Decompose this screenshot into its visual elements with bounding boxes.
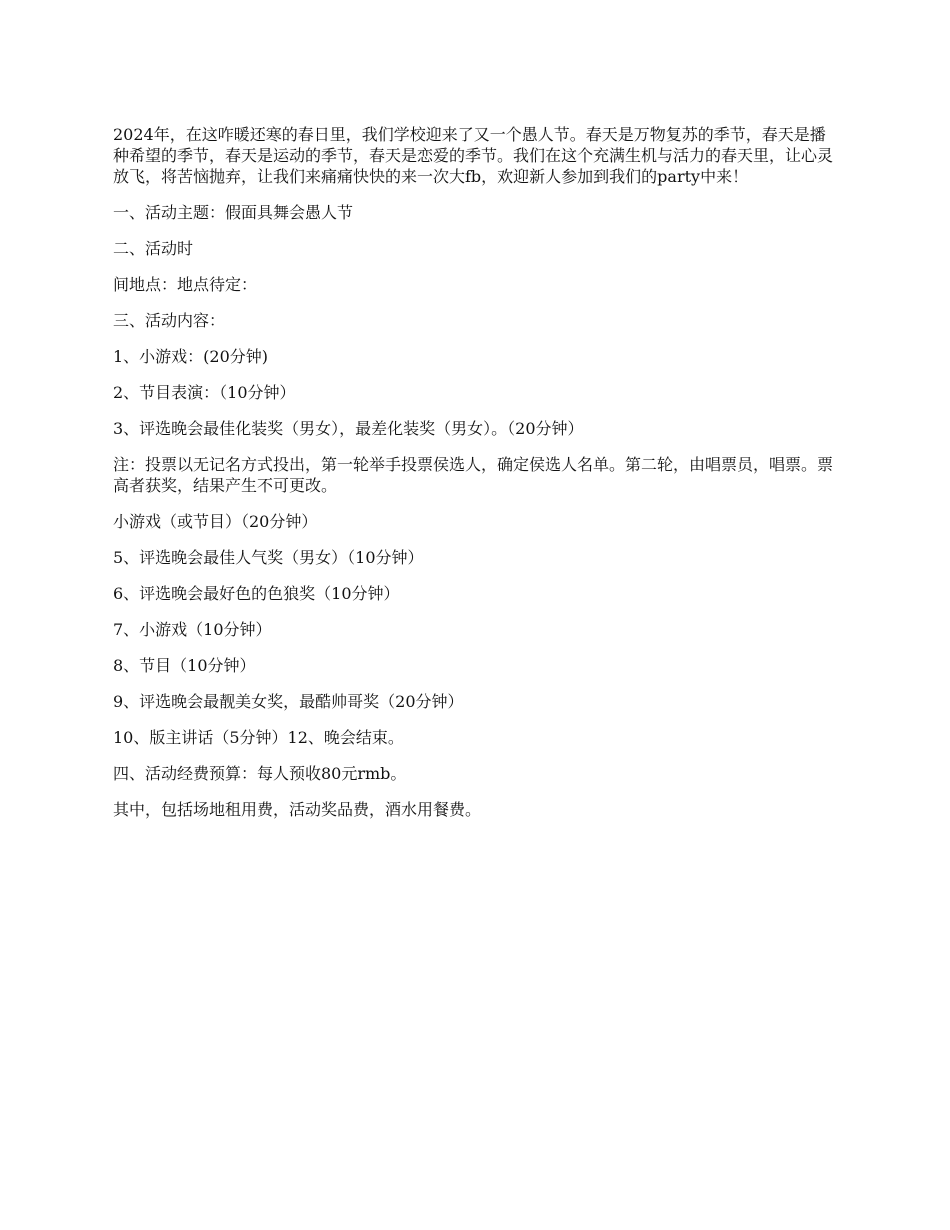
- budget-detail: 其中，包括场地租用费，活动奖品费，酒水用餐费。: [113, 800, 482, 819]
- list-item: 2、节目表演：（10分钟）: [113, 383, 296, 402]
- list-item: 5、评选晚会最佳人气奖（男女）（10分钟）: [113, 548, 424, 567]
- list-item: 1、小游戏：(20分钟): [113, 347, 269, 366]
- list-item: 9、评选晚会最靓美女奖，最酷帅哥奖（20分钟）: [113, 692, 464, 711]
- section-location: 间地点：地点待定：: [113, 275, 258, 294]
- section-time: 二、活动时: [113, 239, 194, 258]
- voting-note: 注：投票以无记名方式投出，第一轮举手投票侯选人，确定侯选人名单。第二轮，由唱票员，唱票。票高者获奖，结果产生不可更改。: [113, 455, 834, 495]
- section-budget: 四、活动经费预算：每人预收80元rmb。: [113, 764, 407, 783]
- list-item: 10、版主讲话（5分钟）12、晚会结束。: [113, 728, 404, 747]
- document-page: [113, 124, 841, 835]
- list-item: 3、评选晚会最佳化装奖（男女），最差化装奖（男女）。（20分钟）: [113, 419, 584, 438]
- intro-paragraph: 2024年，在这咋暖还寒的春日里，我们学校迎来了又一个愚人节。春天是万物复苏的季节，春天是播种希望的季节，春天是运动的季节，春天是恋爱的季节。我们在这个充满生机与活力的春天里，让心灵放飞，将苦恼抛弃，让我们来痛痛快快的来一次大fb，欢迎新人参加到我们的party中来！: [113, 125, 834, 186]
- section-theme: 一、活动主题：假面具舞会愚人节: [113, 203, 354, 222]
- list-item: 小游戏（或节目）（20分钟）: [113, 512, 318, 531]
- list-item: 8、节目（10分钟）: [113, 656, 256, 675]
- list-item: 7、小游戏（10分钟）: [113, 620, 272, 639]
- list-item: 6、评选晚会最好色的色狼奖（10分钟）: [113, 584, 400, 603]
- section-content-heading: 三、活动内容：: [113, 311, 226, 330]
